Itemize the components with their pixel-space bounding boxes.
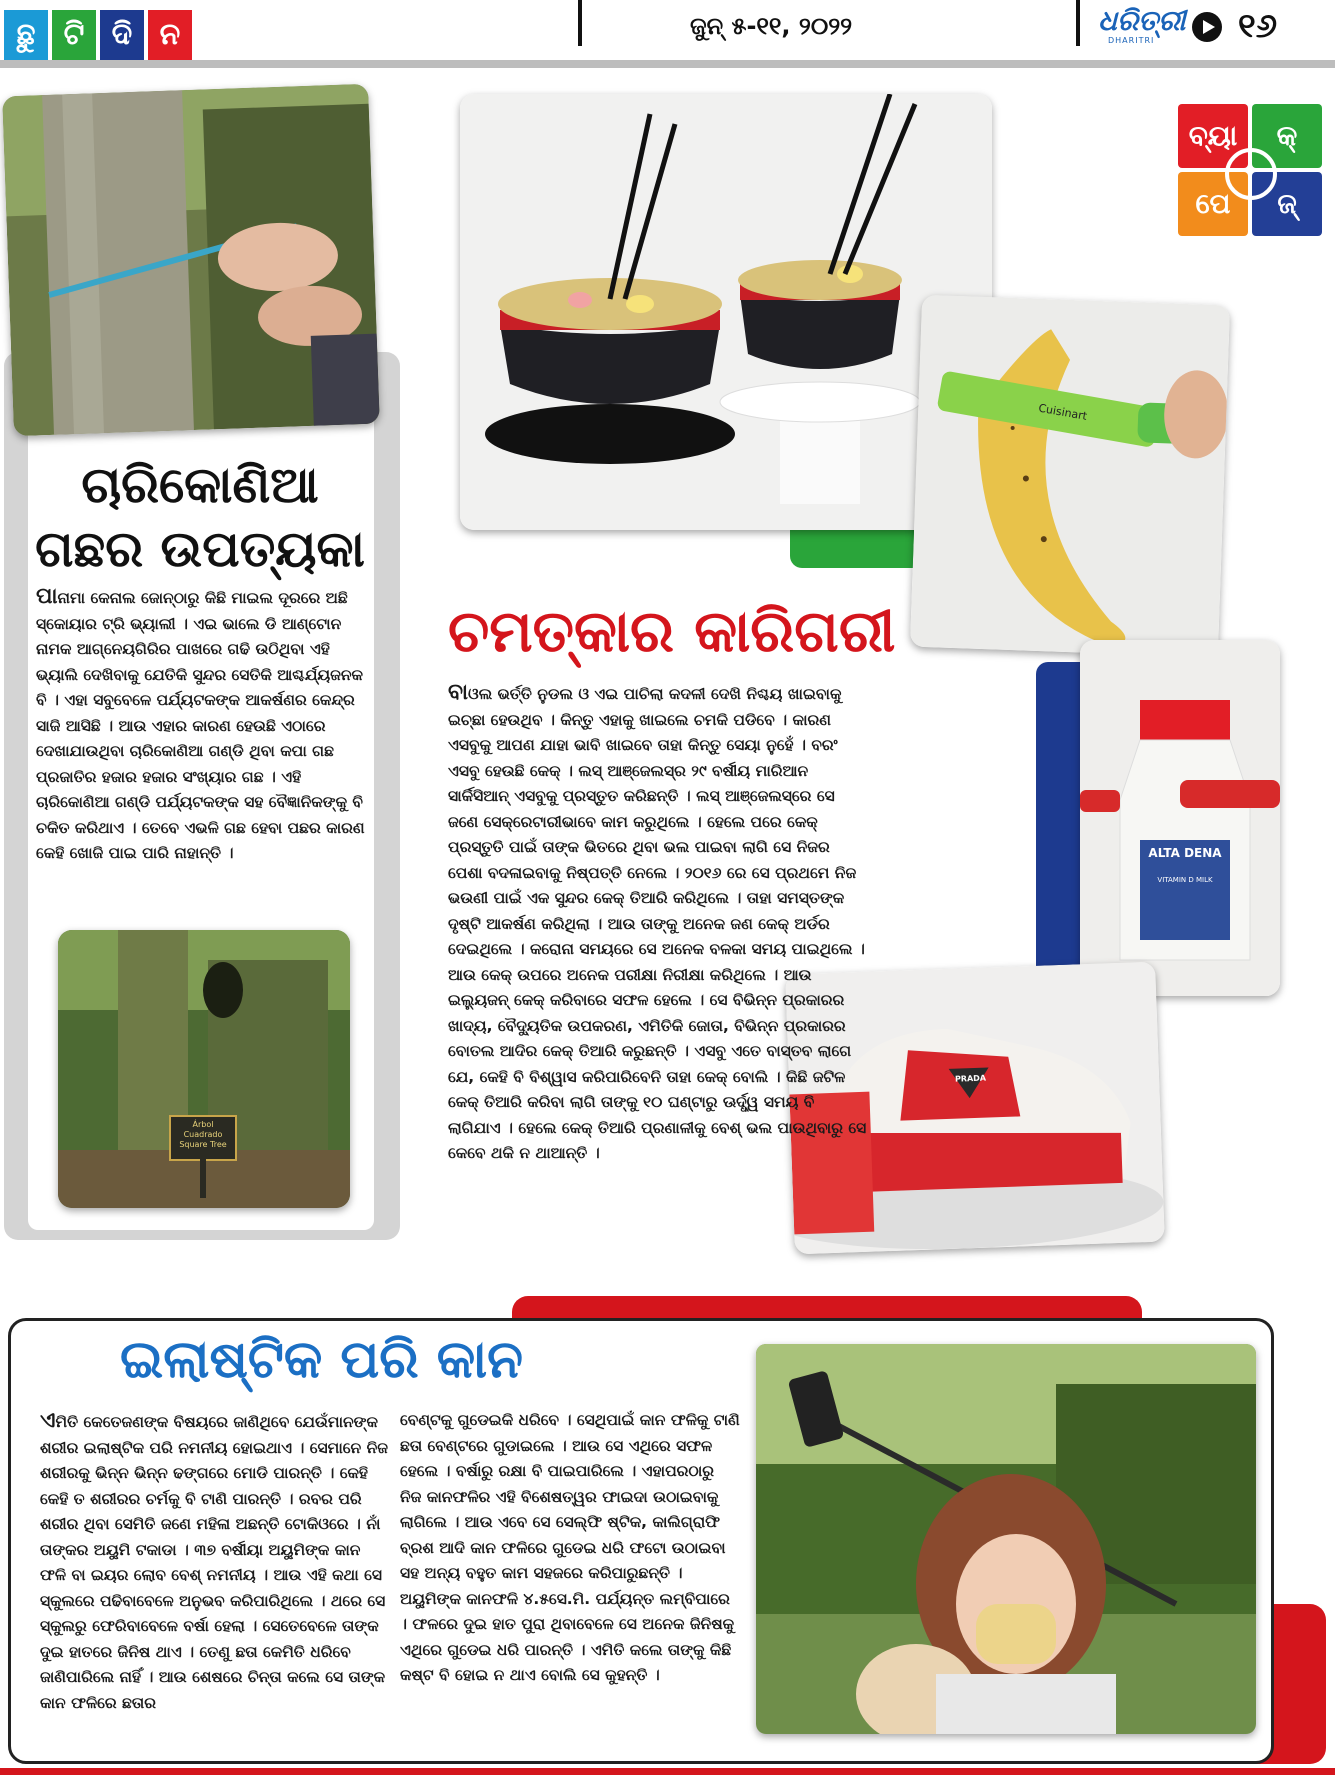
milk-cake-photo xyxy=(1080,640,1280,996)
knife-brand: Cuisinart xyxy=(1037,401,1089,423)
issue-date: ଜୁନ୍ ୫-୧୧, ୨୦୨୨ xyxy=(690,12,853,40)
cake-story-title: ଚମତ୍କାର କାରିଗରୀ xyxy=(448,597,896,665)
logo-letter-1: ଛୁ xyxy=(4,10,48,60)
shoe-brand: PRADA xyxy=(954,1073,987,1084)
ear-story-col2 xyxy=(400,1408,740,1689)
ear-col2-text: ବେଣ୍ଟକୁ ଗୁଡେଇକି ଧରିବେ । ସେଥିପାଇଁ କାନ ଫଳିକୁ ଟାଣି ଛତା ବେଣ୍ଟରେ ଗୁଡାଇଲେ । ଆଉ ସେ ଏଥିରେ ସଫଳ ହେଲେ । ବର୍ଷାରୁ ରକ୍ଷା ବି ପାଇପାରିଲେ । ଏହାପରଠାରୁ ନିଜ କାନଫଳିର ଏହି ବିଶେଷତ୍ୱର ଫାଇଦା ଉଠାଇବାକୁ ଲାଗିଲେ । ଆଉ ଏବେ ସେ ସେଲ୍ଫି ଷ୍ଟିକ, କାଲିଗ୍ରାଫି ବ୍ରଶ ଆଦି କାନ ଫଳିରେ ଗୁଡେଇ ଧରି ଫଟୋ ଉଠାଇବା ସହ ଅନ୍ୟ ବହୁତ କାମ ସହଜରେ କରିପାରୁଛନ୍ତି । ଅୟୁମିଙ୍କ କାନଫଳି ୪.୫ସେ.ମି. ପର୍ଯ୍ୟନ୍ତ ଲମ୍ବିପାରେ । ଫଳରେ ଦୁଇ ହାତ ପୁରା ଥିବାବେଳେ ସେ ଅନେକ ଜିନିଷକୁ ଏଥିରେ ଗୁଡେଇ ଧରି ପାରନ୍ତି । ଏମିତି କଲେ ତାଙ୍କୁ କିଛି କଷ୍ଟ ବି ହୋଇ ନ ଥାଏ ବୋଲି ସେ କୁହନ୍ତି । xyxy=(400,1411,740,1684)
tree-title-line1: ଚାରିକୋଣିଆ xyxy=(81,456,319,514)
badge-letter-1: ବ୍ୟା xyxy=(1178,104,1248,168)
tree-sign-text: Árbol Cuadrado Square Tree xyxy=(179,1120,227,1149)
page-number: ୧୬ xyxy=(1238,6,1278,46)
ear-story-title: ଇଲାଷ୍ଟିକ ପରି କାନ xyxy=(120,1330,523,1390)
header-divider-2 xyxy=(1076,0,1080,46)
ear-story-col1 xyxy=(40,1408,388,1716)
ear-dropcap: ଏ xyxy=(40,1408,56,1433)
ear-photo xyxy=(756,1344,1256,1734)
brand-logo-sub: DHARITRI xyxy=(1108,36,1155,45)
cake-body-text: ଓଲ ଭର୍ତ୍ତି ନୁଡଲ ଓ ଏଇ ପାଚିଲା କଦଳୀ ଦେଖି ନିଶ୍ଚୟ ଖାଇବାକୁ ଇଚ୍ଛା ହେଉଥିବ । କିନ୍ତୁ ଏହାକୁ ଖାଇଲେ ଚମକି ପଡିବେ । କାରଣ ଏସବୁକୁ ଆପଣ ଯାହା ଭାବି ଖାଇବେ ତାହା କିନ୍ତୁ ସେୟା ନୁହେଁ । ବରଂ ଏସବୁ ହେଉଛି କେକ୍ । ଲସ୍ ଆଞ୍ଜେଲସ୍‌ର ୨୯ ବର୍ଷୀୟ ମାରିଆନ ସାର୍କିସିଆନ୍ ଏସବୁକୁ ପ୍ରସ୍ତୁତ କରିଛନ୍ତି । ଲସ୍ ଆଞ୍ଜେଲସ୍‌ରେ ସେ ଜଣେ ସେକ୍ରେଟାରୀଭାବେ କାମ କରୁଥିଲେ । ହେଲେ ପରେ କେକ୍ ପ୍ରସ୍ତୁତି ପାଇଁ ତାଙ୍କ ଭିତରେ ଥିବା ଭଲ ପାଇବା ଲାଗି ସେ ନିଜର ପେଶା ବଦଳାଇବାକୁ ନିଷ୍ପତ୍ତି ନେଲେ । ୨୦୧୬ ରେ ସେ ପ୍ରଥମେ ନିଜ ଭଉଣୀ ପାଇଁ ଏକ ସୁନ୍ଦର କେକ୍ ତିଆରି କରିଥିଲେ । ତାହା ସମସ୍ତଙ୍କ ଦୃଷ୍ଟି ଆକର୍ଷଣ କରିଥିଲା । ଆଉ ତାଙ୍କୁ ଅନେକ ଜଣ କେକ୍ ଅର୍ଡର ଦେଇଥିଲେ । କରୋନା ସମୟରେ ସେ ଅନେକ ବଳକା ସମୟ ପାଇଥିଲେ । ଆଉ କେକ୍ ଉପରେ ଅନେକ ପରୀକ୍ଷା ନିରୀକ୍ଷା କରିଥିଲେ । ଆଉ ଇଲ୍ୟୁଜନ୍ କେକ୍ କରିବାରେ ସଫଳ ହେଲେ । ସେ ବିଭିନ୍ନ ପ୍ରକାରର ଖାଦ୍ୟ, ବୈଦ୍ୟୁତିକ ଉପକରଣ, ଏମିତିକି ଜୋତା, ବିଭିନ୍ନ ପ୍ରକାରର ବୋତଲ ଆଦିର କେକ୍ ତିଆରି କରୁଛନ୍ତି । ଏସବୁ ଏତେ ବାସ୍ତବ ଲାଗେ ଯେ, କେହି ବି ବିଶ୍ୱାସ କରିପାରିବେନି ତାହା କେକ୍ ବୋଲି । କିଛି ଜଟିଳ କେକ୍ ତିଆରି କରିବା ଲାଗି ତାଙ୍କୁ ୧୦ ଘଣ୍ଟାରୁ ଊର୍ଦ୍ଧ୍ୱ ସମୟ ବି ଲାଗିଯାଏ । ହେଲେ କେକ୍ ତିଆରି ପ୍ରଣାଳୀକୁ ବେଶ୍ ଭଲ ପାଉଥିବାରୁ ସେ କେବେ ଥକି ନ ଥାଆନ୍ତି । xyxy=(448,685,867,1162)
tree-body-text: ନାମା କେନାଲ ଜୋନ୍‌ଠାରୁ କିଛି ମାଇଲ ଦୂରରେ ଅଛି ସ୍କୋୟାର ଟ୍ରି ଭ୍ୟାଲୀ । ଏଇ ଭାଲେ ଡି ଆଣ୍ଟୋନ ନାମକ ଆଗ୍ନେୟଗିରିର ପାଖରେ ଗଢି ଉଠିଥିବା ଏହି ଭ୍ୟାଲି ଦେଖିବାକୁ ଯେତିକି ସୁନ୍ଦର ସେତିକି ଆଶ୍ଚର୍ଯ୍ୟଜନକ ବି । ଏହା ସବୁବେଳେ ପର୍ଯ୍ୟଟକଙ୍କ ଆକର୍ଷଣର କେନ୍ଦ୍ର ସାଜି ଆସିଛି । ଆଉ ଏହାର କାରଣ ହେଉଛି ଏଠାରେ ଦେଖାଯାଉଥିବା ଚାରିକୋଣିଆ ଗଣ୍ଡି ଥିବା କପା ଗଛ ପ୍ରଜାତିର ହଜାର ହଜାର ସଂଖ୍ୟାର ଗଛ । ଏହି ଚାରିକୋଣିଆ ଗଣ୍ଡି ପର୍ଯ୍ୟଟକଙ୍କ ସହ ବୈଜ୍ଞାନିକଙ୍କୁ ବି ଚକିତ କରିଥାଏ । ତେବେ ଏଭଳି ଗଛ ହେବା ପଛର କାରଣ କେହି ଖୋଜି ପାଇ ପାରି ନାହାନ୍ତି । xyxy=(36,589,365,862)
tree-photo-top xyxy=(2,84,380,437)
page-bottom-rule xyxy=(0,1768,1335,1775)
header-divider-1 xyxy=(578,0,582,46)
milk-label: ALTA DENA xyxy=(1148,846,1222,860)
logo-letter-2: ଟି xyxy=(52,10,96,60)
badge-ring xyxy=(1225,148,1277,200)
noodle-cake-photo xyxy=(460,94,992,530)
badge-letter-3: ପେ xyxy=(1178,172,1248,236)
header-bar xyxy=(0,60,1335,68)
badge-letter-2: କ୍ xyxy=(1252,104,1322,168)
badge-letter-4: ଜ୍ xyxy=(1252,172,1322,236)
tree-photo-bottom xyxy=(58,930,350,1208)
cake-story-body xyxy=(448,680,868,1167)
tree-story-body xyxy=(36,584,368,867)
tree-title-line2: ଗଛର ଉପତ୍ୟକା xyxy=(35,520,365,578)
logo-letter-3: ଦି xyxy=(100,10,144,60)
banana-cake-photo xyxy=(910,295,1230,658)
logo-letter-4: ନ xyxy=(148,10,192,60)
brand-logo: ଧରିତ୍ରୀ xyxy=(1098,4,1186,37)
ear-col1-text: ମିତି କେତେଜଣଙ୍କ ବିଷୟରେ ଜାଣିଥିବେ ଯେଉଁମାନଙ୍କ ଶରୀର ଇଲାଷ୍ଟିକ ପରି ନମନୀୟ ହୋଇଥାଏ । ସେମାନେ ନିଜ ଶରୀରକୁ ଭିନ୍ନ ଭିନ୍ନ ଢଙ୍ଗରେ ମୋଡି ପାରନ୍ତି । କେହି କେହି ତ ଶରୀରର ଚର୍ମକୁ ବି ଟାଣି ପାରନ୍ତି । ରବର ପରି ଶରୀର ଥିବା ସେମିତି ଜଣେ ମହିଳା ଅଛନ୍ତି ଟୋକିଓରେ । ନାଁ ତାଙ୍କର ଅୟୁମି ଟକାଡା । ୩୭ ବର୍ଷୀୟା ଅୟୁମିଙ୍କ କାନ ଫଳି ବା ଇୟର ଲୋବ ବେଶ୍ ନମନୀୟ । ଆଉ ଏହି କଥା ସେ ସ୍କୁଲରେ ପଢିବାବେଳେ ଅନୁଭବ କରିପାରିଥିଲେ । ଥରେ ସେ ସ୍କୁଲରୁ ଫେରିବାବେଳେ ବର୍ଷା ହେଲା । ସେତେବେଳେ ତାଙ୍କ ଦୁଇ ହାତରେ ଜିନିଷ ଥାଏ । ତେଣୁ ଛତା କେମିତି ଧରିବେ ଜାଣିପାରିଲେ ନାହିଁ । ଆଉ ଶେଷରେ ଚିନ୍ତା କଲେ ସେ ତାଙ୍କ କାନ ଫଳିରେ ଛତାର xyxy=(40,1413,389,1712)
milk-sub: VITAMIN D MILK xyxy=(1157,876,1213,884)
tree-dropcap: ପା xyxy=(36,584,58,609)
cake-dropcap: ବା xyxy=(448,680,469,705)
play-icon xyxy=(1192,12,1222,42)
